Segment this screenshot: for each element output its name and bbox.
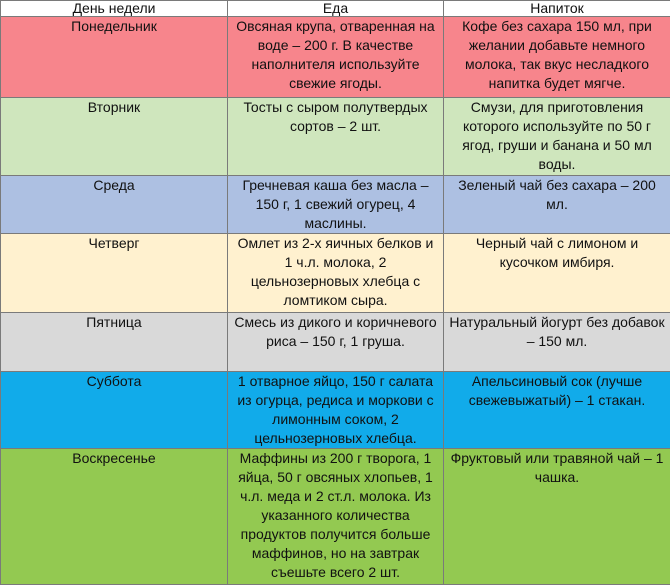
day-cell: Пятница xyxy=(1,313,228,372)
header-food: Еда xyxy=(228,1,444,17)
food-cell: Смесь из дикого и коричневого риса – 150 г, 1 груша. xyxy=(228,313,444,372)
drink-cell: Смузи, для приготовления которого используйте по 50 г ягод, груши и банана и 50 мл воды. xyxy=(444,98,670,176)
drink-cell: Зеленый чай без сахара – 200 мл. xyxy=(444,176,670,234)
food-cell: 1 отварное яйцо, 150 г салата из огурца, редиса и моркови с лимонным соком, 2 цельнозерновых хлебца. xyxy=(228,372,444,449)
table-row xyxy=(1,234,670,313)
table-row xyxy=(1,449,670,585)
day-cell: Воскресенье xyxy=(1,449,228,585)
drink-cell: Черный чай с лимоном и кусочком имбиря. xyxy=(444,234,670,313)
drink-cell: Апельсиновый сок (лучше свежевыжатый) – 1 стакан. xyxy=(444,372,670,449)
header-day: День недели xyxy=(1,1,228,17)
food-cell: Гречневая каша без масла – 150 г, 1 свежий огурец, 4 маслины. xyxy=(228,176,444,234)
table-row xyxy=(1,313,670,372)
header-row xyxy=(1,1,670,17)
drink-cell: Кофе без сахара 150 мл, при желании добавьте немного молока, так вкус несладкого напитка будет мягче. xyxy=(444,17,670,98)
table-row xyxy=(1,176,670,234)
drink-cell: Натуральный йогурт без добавок – 150 мл. xyxy=(444,313,670,372)
food-cell: Омлет из 2-х яичных белков и 1 ч.л. молока, 2 цельнозерновых хлебца с ломтиком сыра. xyxy=(228,234,444,313)
day-cell: Понедельник xyxy=(1,17,228,98)
food-cell: Овсяная крупа, отваренная на воде – 200 г. В качестве наполнителя используйте свежие ягоды. xyxy=(228,17,444,98)
table-row xyxy=(1,98,670,176)
food-cell: Тосты с сыром полутвердых сортов – 2 шт. xyxy=(228,98,444,176)
table-row xyxy=(1,372,670,449)
day-cell: Четверг xyxy=(1,234,228,313)
header-drink: Напиток xyxy=(444,1,670,17)
day-cell: Среда xyxy=(1,176,228,234)
drink-cell: Фруктовый или травяной чай – 1 чашка. xyxy=(444,449,670,585)
day-cell: Вторник xyxy=(1,98,228,176)
table-row xyxy=(1,17,670,98)
day-cell: Суббота xyxy=(1,372,228,449)
food-cell: Маффины из 200 г творога, 1 яйца, 50 г овсяных хлопьев, 1 ч.л. меда и 2 ст.л. молока. Из указанного количества продуктов получится больше маффинов, но на завтрак съешьте всего 2 шт. xyxy=(228,449,444,585)
